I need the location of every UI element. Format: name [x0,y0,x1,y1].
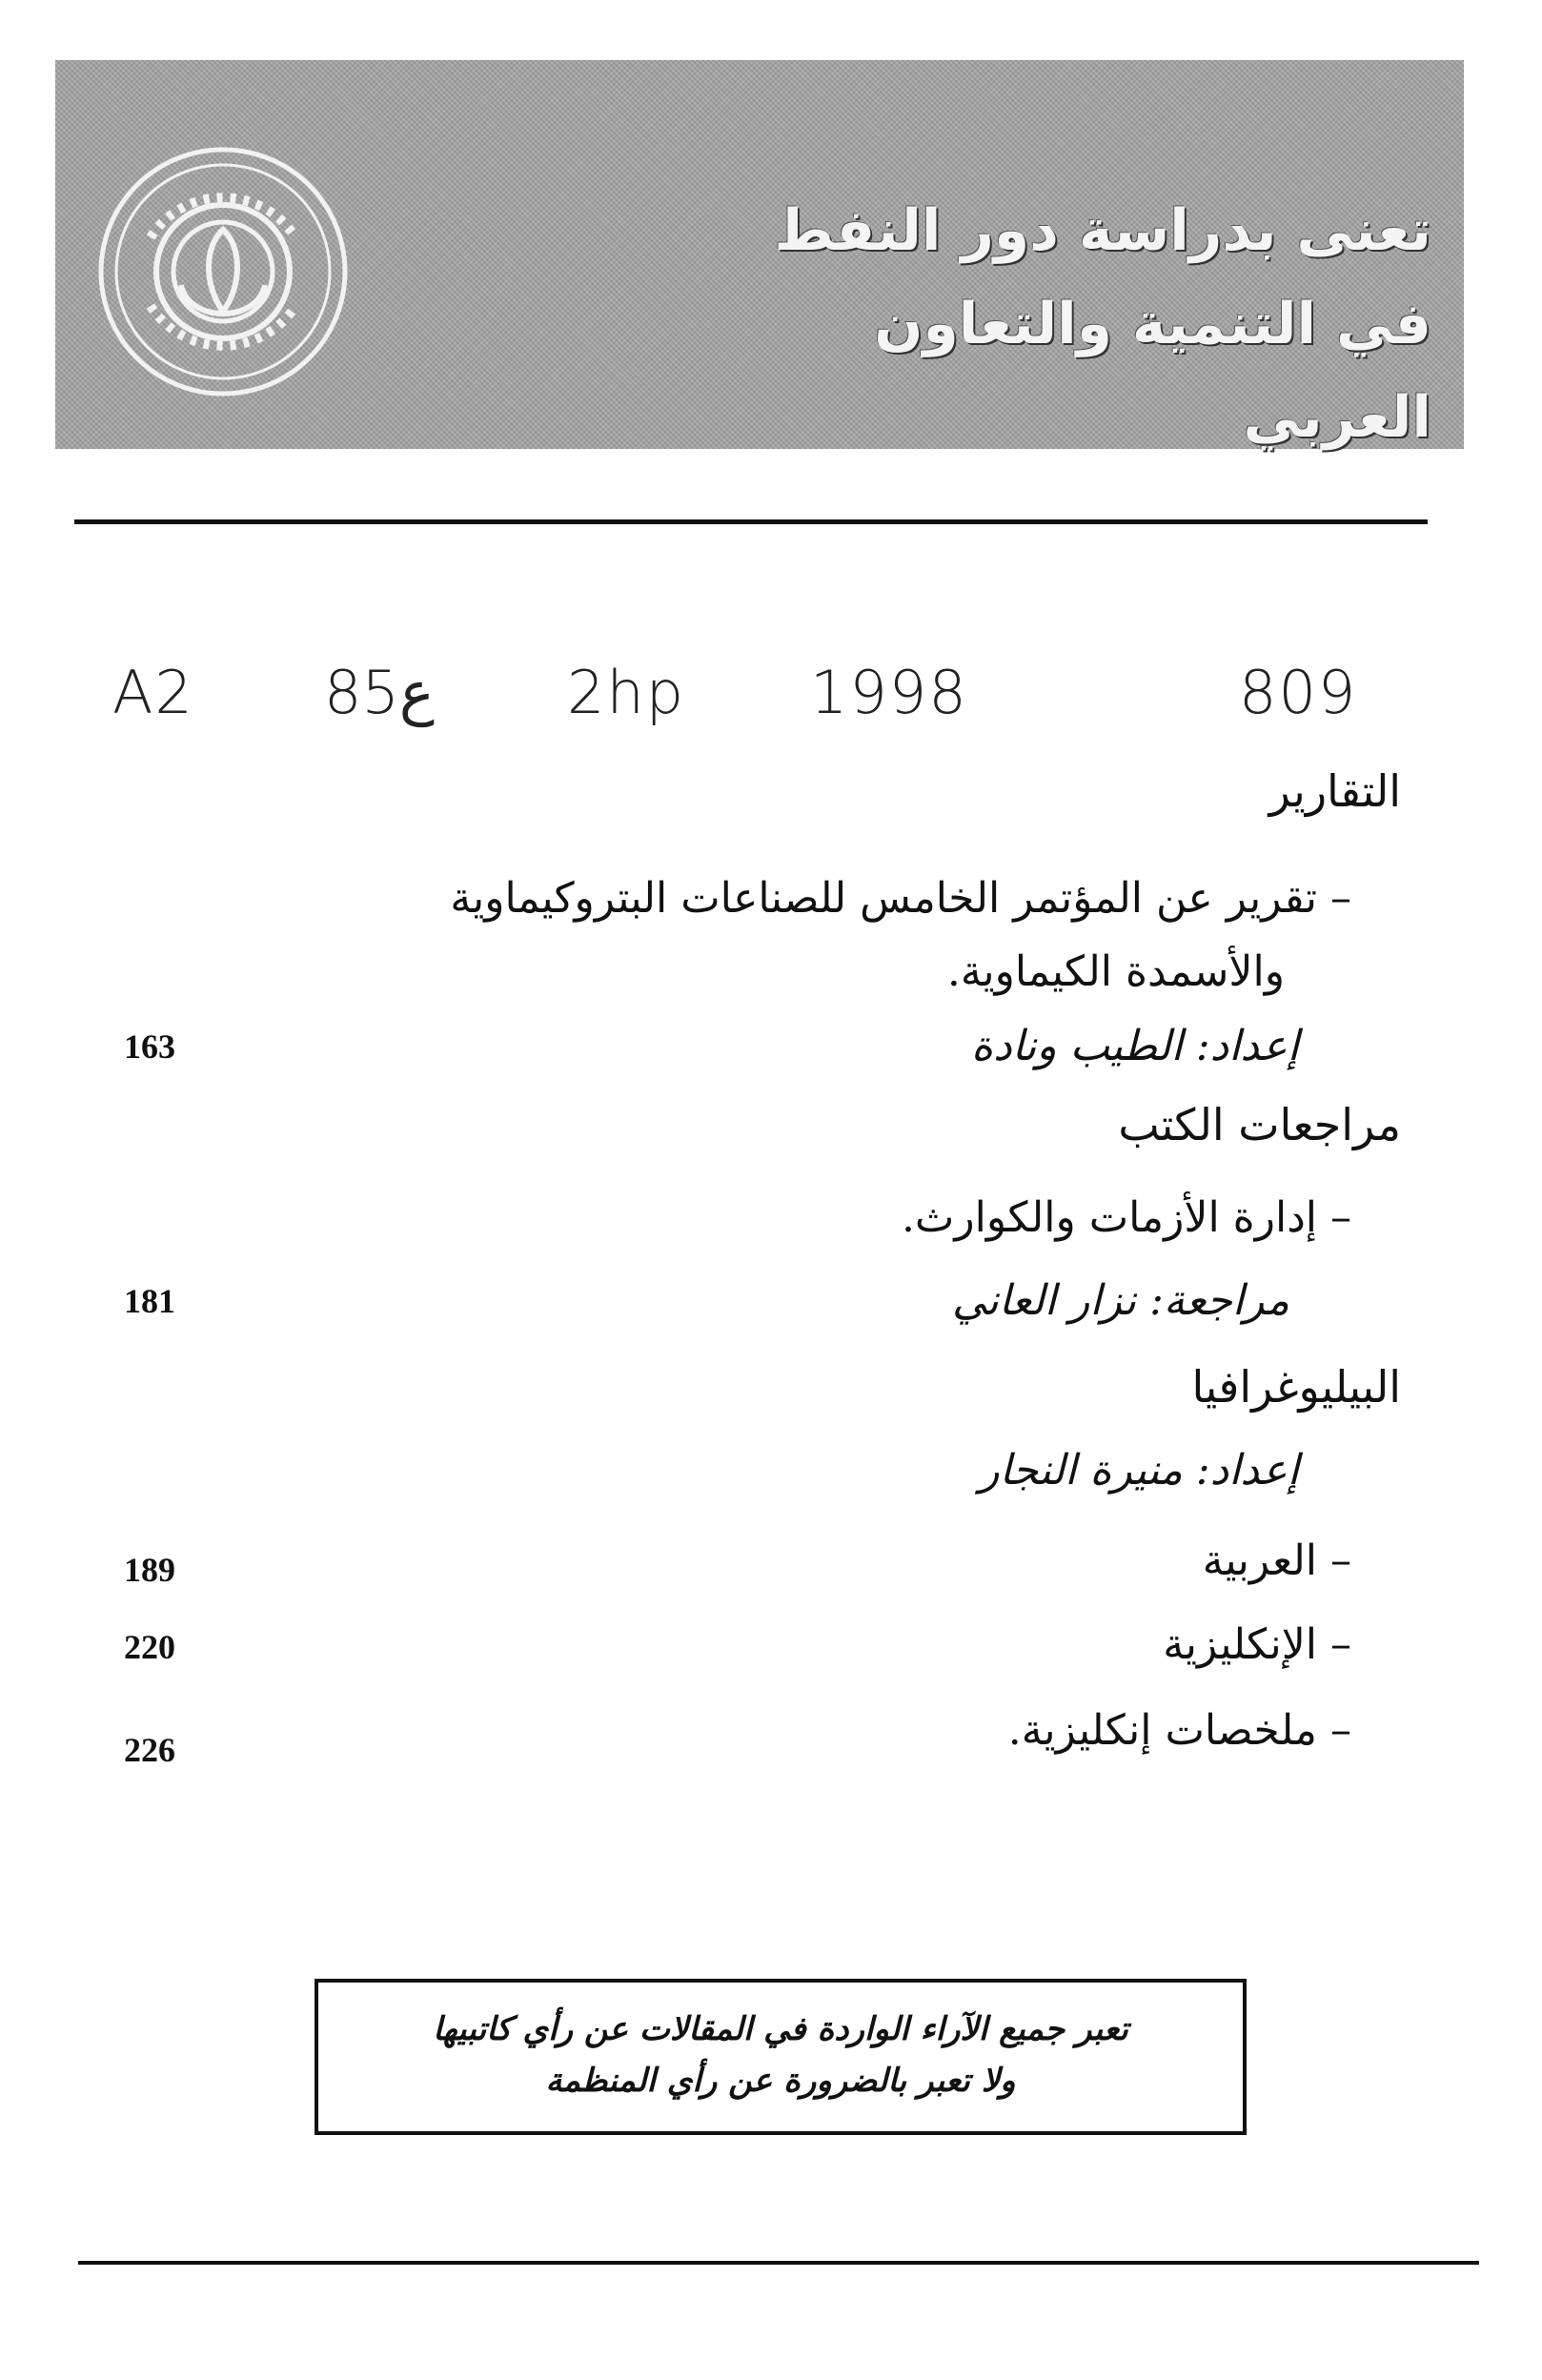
section-books: مراجعات الكتب [1118,1099,1401,1150]
bibliography-page-abstracts: 226 [124,1731,175,1769]
handwritten-ref-1: A2 [112,658,194,727]
disclaimer-box [314,1979,1247,2135]
report-page: 163 [124,1027,175,1066]
section-bibliography: البيليوغرافيا [1191,1361,1401,1413]
book-item: – إدارة الأزمات والكوارث. [901,1193,1351,1242]
disclaimer-line-1: تعبر جميع الآراء الواردة في المقالات عن رأي كاتبيها [433,2010,1128,2048]
bibliography-item-arabic: – العربية [1202,1536,1351,1585]
report-author: إعداد: الطيب ونادة [971,1022,1299,1070]
handwritten-ref-2: 85ع [324,658,435,727]
handwritten-ref-3: 2hp [567,658,686,727]
banner-line-1: تعنى بدراسة دور النفط [774,197,1431,264]
bottom-rule [78,2261,1479,2265]
section-reports: التقارير [1268,765,1401,817]
bibliography-item-english: – الإنكليزية [1163,1620,1351,1669]
bibliography-item-abstracts: – ملخصات إنكليزية. [1007,1706,1351,1755]
book-page: 181 [124,1282,175,1320]
bibliography-author: إعداد: منيرة النجار [979,1446,1299,1495]
bibliography-page-arabic: 189 [124,1551,175,1589]
report-item-line-2: والأسمدة الكيماوية. [946,947,1285,996]
book-reviewer: مراجعة: نزار العاني [951,1276,1289,1325]
handwritten-ref-4: 1998 [810,658,968,727]
report-item-line-1: – تقرير عن المؤتمر الخامس للصناعات البتروكيماوية [450,874,1351,923]
banner-line-2: في التنمية والتعاون العربي [874,291,1431,451]
handwritten-ref-5: 809 [1239,658,1358,727]
disclaimer-line-2: ولا تعبر بالضرورة عن رأي المنظمة [545,2062,1016,2100]
bibliography-page-english: 220 [124,1628,175,1666]
